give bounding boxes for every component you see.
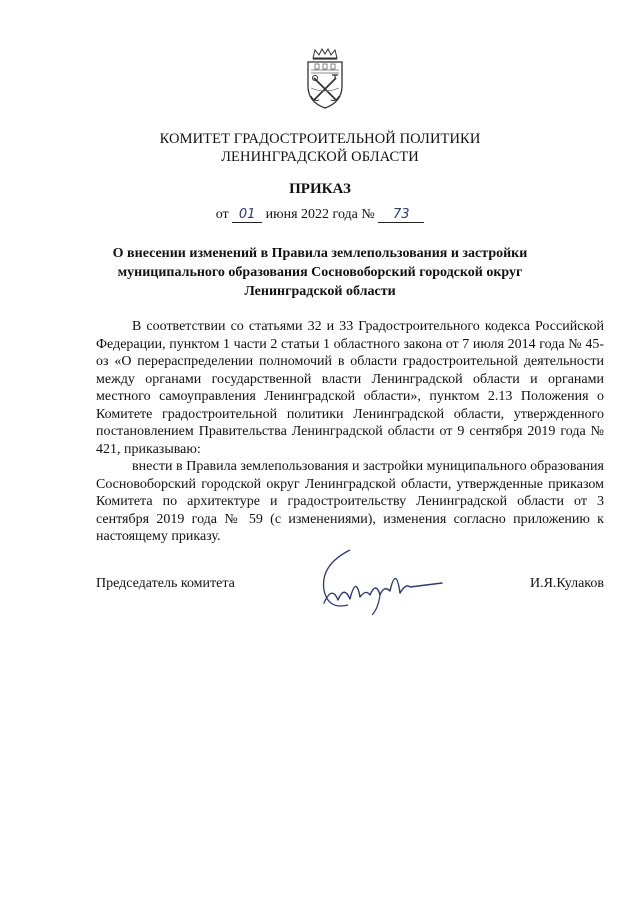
signatory-name: И.Я.Кулаков bbox=[529, 576, 604, 591]
order-number: 73 bbox=[378, 207, 424, 223]
order-body bbox=[96, 318, 604, 546]
org-name-line1: КОМИТЕТ ГРАДОСТРОИТЕЛЬНОЙ ПОЛИТИКИ bbox=[159, 131, 481, 147]
signatory-position: Председатель комитета bbox=[96, 576, 235, 591]
order-title: О внесении изменений в Правила землепользования и застройки муниципального образования Сосновоборский городской округ Ленинградской области bbox=[112, 246, 528, 299]
date-prefix: от bbox=[215, 207, 229, 222]
handwritten-signature-icon bbox=[310, 545, 450, 620]
body-paragraph-2: внести в Правила землепользования и застройки муниципального образования Сосновоборский городской округ Ленинградской области, утвержденные приказом Комитета по архитектуре и градостроительству Ленинградской области от 3 сентября 2019 года № 59 (с изменениями), изменения согласно приложению к настоящему приказу. bbox=[96, 459, 604, 544]
document-type: ПРИКАЗ bbox=[289, 181, 351, 197]
order-day: 01 bbox=[232, 207, 262, 223]
org-name-line2: ЛЕНИНГРАДСКОЙ ОБЛАСТИ bbox=[221, 149, 419, 165]
body-paragraph-1: В соответствии со статьями 32 и 33 Градостроительного кодекса Российской Федерации, пунктом 1 части 2 статьи 1 областного закона от 7 июля 2014 года № 45-оз «О перераспределении полномочий в области градостроительной деятельности между органами государственной власти Ленинградской области и органами местного самоуправления Ленинградской области», пунктом 2.13 Положения о Комитете градостроительной политики Ленинградской области, утвержденного постановлением Правительства Ленинградской области от 9 сентября 2019 года № 421, приказываю: bbox=[96, 319, 604, 457]
order-dateline bbox=[0, 207, 640, 223]
coat-of-arms-icon bbox=[305, 48, 345, 110]
date-month-year: июня 2022 года № bbox=[265, 207, 375, 222]
